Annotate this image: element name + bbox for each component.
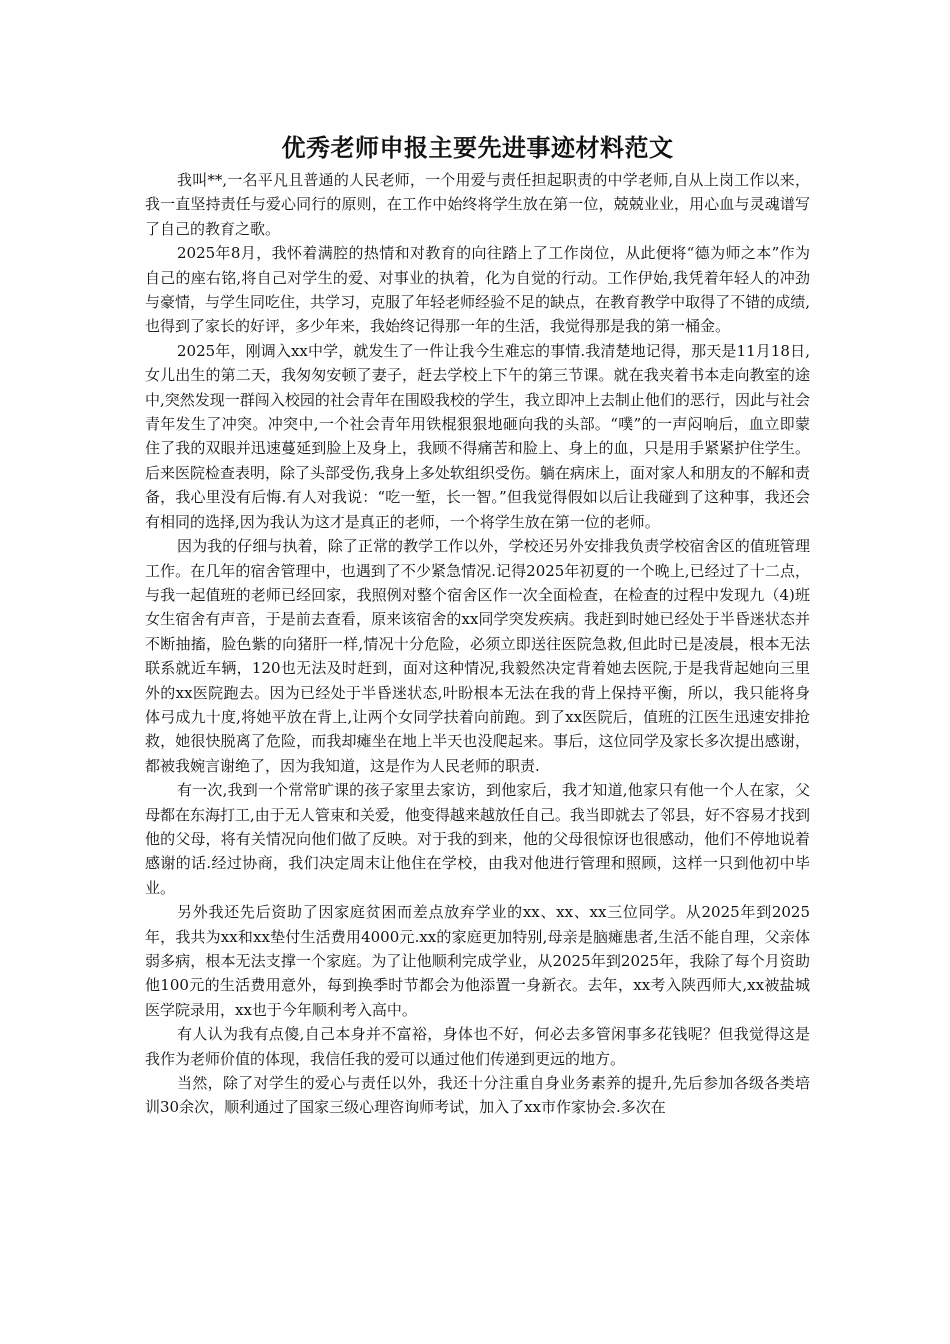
paragraph-home-visit: 有一次,我到一个常常旷课的孩子家里去家访，到他家后，我才知道,他家只有他一个人在家，父母都在东海打工,由于无人管束和关爱，他变得越来越放任自己。我当即就去了邻县，好不容易才找到他的父母，将有关情况向他们做了反映。对于我的到来，他的父母很惊讶也很感动，他们不停地说着感谢的话.经过协商，我们决定周末让他住在学校，由我对他进行管理和照顾，这样一只到他初中毕业。 (145, 781, 810, 897)
paragraph-financial-aid: 另外我还先后资助了因家庭贫困而差点放弃学业的xx、xx、xx三位同学。从2025年到2025年，我共为xx和xx垫付生活费用4000元.xx的家庭更加特别,母亲是脑瘫患者,生活不能自理，父亲体弱多病，根本无法支撑一个家庭。为了让他顺利完成学业，从2025年到2025年，我除了每个月资助他100元的生活费用意外，每到换季时节都会为他添置一身新衣。去年，xx考入陕西师大,xx被盐城医学院录用，xx也于今年顺利考入高中。 (145, 903, 810, 1019)
paragraph-value-reflection: 有人认为我有点傻,自己本身并不富裕，身体也不好，何必去多管闲事多花钱呢？但我觉得这是我作为老师价值的体现，我信任我的爱可以通过他们传递到更远的地方。 (145, 1025, 810, 1068)
document-title: 优秀老师申报主要先进事迹材料范文 (281, 134, 674, 162)
paragraph-dormitory-rescue: 因为我的仔细与执着，除了正常的教学工作以外，学校还另外安排我负责学校宿舍区的值班管理工作。在几年的宿舍管理中，也遇到了不少紧急情况.记得2025年初夏的一个晚上,已经过了十二点，与我一起值班的老师已经回家，我照例对整个宿舍区作一次全面检查，在检查的过程中发现九（4)班女生宿舍有声音，于是前去查看，原来该宿舍的xx同学突发疾病。我赶到时她已经处于半昏迷状态并不断抽搐，脸色紫的向猪肝一样,情况十分危险，必须立即送往医院急救,但此时已是凌晨，根本无法联系就近车辆，120也无法及时赶到，面对这种情况,我毅然决定背着她去医院,于是我背起她向三里外的xx医院跑去。因为已经处于半昏迷状态,叶盼根本无法在我的背上保持平衡，所以，我只能将身体弓成九十度,将她平放在背上,让两个女同学扶着向前跑。到了xx医院后，值班的江医生迅速安排抢救，她很快脱离了危险，而我却瘫坐在地上半天也没爬起来。事后，这位同学及家长多次提出感谢，都被我婉言谢绝了，因为我知道，这是作为人民老师的职责. (145, 537, 810, 775)
paragraph-injury-incident: 2025年，刚调入xx中学，就发生了一件让我今生难忘的事情.我清楚地记得，那天是11月18日,女儿出生的第二天，我匆匆安顿了妻子，赶去学校上下午的第三节课。就在我夹着书本走向教室的途中,突然发现一群闯入校园的社会青年在围殴我校的学生，我立即冲上去制止他们的恶行，因此与社会青年发生了冲突。冲突中,一个社会青年用铁棍狠狠地砸向我的头部。“噗”的一声闷响后，血立即蒙住了我的双眼并迅速蔓延到脸上及身上，我顾不得痛苦和脸上、身上的血，只是用手紧紧护住学生。后来医院检查表明，除了头部受伤,我身上多处软组织受伤。躺在病床上，面对家人和朋友的不解和责备，我心里没有后悔.有人对我说：“吃一堑，长一智。”但我觉得假如以后让我碰到了这种事，我还会有相同的选择,因为我认为这才是真正的老师，一个将学生放在第一位的老师。 (145, 341, 810, 531)
paragraph-professional-growth: 当然，除了对学生的爱心与责任以外，我还十分注重自身业务素养的提升,先后参加各级各类培训30余次，顺利通过了国家三级心理咨询师考试，加入了xx市作家协会.多次在 (145, 1074, 810, 1117)
document-page (145, 128, 810, 1120)
paragraph-first-job: 2025年8月，我怀着满腔的热情和对教育的向往踏上了工作岗位，从此便将“德为师之本”作为自己的座右铭,将自己对学生的爱、对事业的执着，化为自觉的行动。工作伊始,我凭着年轻人的冲劲与豪情，与学生同吃住，共学习，克服了年轻老师经验不足的缺点，在教育教学中取得了不错的成绩,也得到了家长的好评，多少年来，我始终记得那一年的生活，我觉得那是我的第一桶金。 (145, 244, 810, 336)
paragraph-intro: 我叫**,一名平凡且普通的人民老师，一个用爱与责任担起职责的中学老师,自从上岗工作以来，我一直坚持责任与爱心同行的原则，在工作中始终将学生放在第一位，兢兢业业，用心血与灵魂谱写了自己的教育之歌。 (145, 171, 810, 238)
